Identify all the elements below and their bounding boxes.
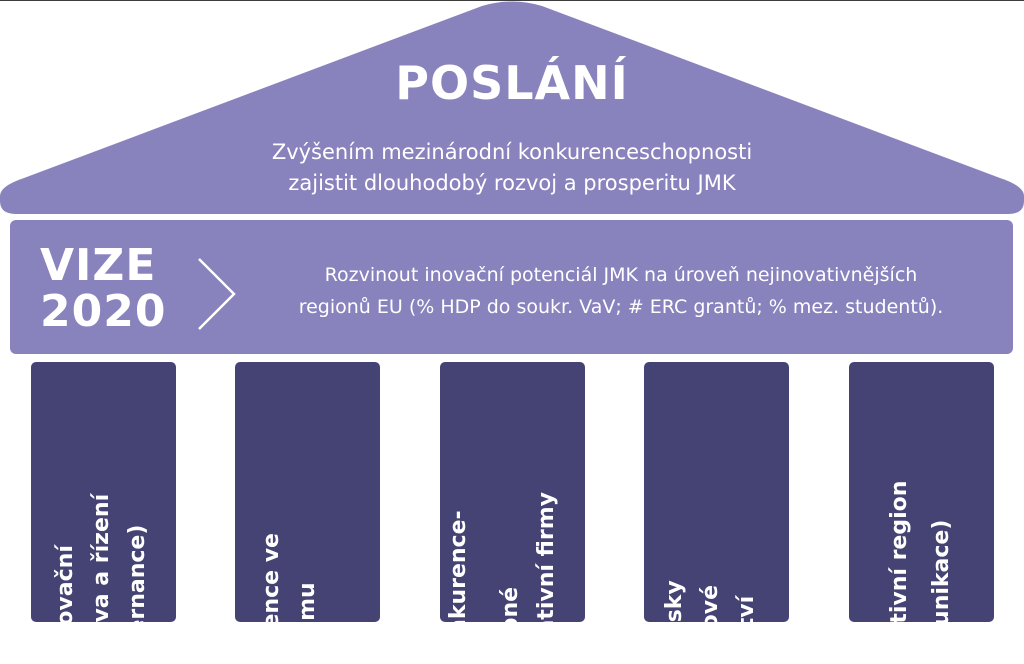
pillar-text-line: raktivní region bbox=[887, 480, 912, 664]
vision-text-line-1: Rozvinout inovační potenciál JMK na úroveň nejinovativnějších bbox=[324, 264, 918, 286]
pillar-text-line: ovativní firmy bbox=[534, 492, 559, 664]
mission-title: POSLÁNÍ bbox=[395, 56, 629, 110]
pillar-text-line: práva a řízení bbox=[89, 493, 114, 664]
pillar-governance bbox=[31, 362, 176, 664]
pillar-text-line: ičkové bbox=[698, 585, 723, 664]
mission-text-line-1: Zvýšením mezinárodní konkurenceschopnosti bbox=[271, 140, 753, 164]
pillar-research-excellence bbox=[235, 362, 380, 664]
pillar-text-line: celence ve bbox=[259, 533, 284, 664]
pillar-text-line: ropsky bbox=[662, 580, 687, 664]
vision-title-year: 2020 bbox=[40, 286, 167, 337]
pillar-education bbox=[644, 362, 789, 664]
chevron-right-icon bbox=[196, 256, 240, 332]
pillar-text-line: oinovační bbox=[53, 545, 78, 664]
vision-bar bbox=[10, 220, 1013, 354]
pillar-attractive-region bbox=[849, 362, 994, 664]
pillar-text-line: overnance) bbox=[125, 524, 150, 664]
pillar-text-line: omunikace) bbox=[929, 519, 954, 664]
pillar-text-line: zkumu bbox=[295, 582, 320, 664]
vision-text-line-2: regionů EU (% HDP do soukr. VaV; # ERC grantů; % mez. studentů). bbox=[298, 296, 944, 318]
pillar-competitive-firms bbox=[440, 362, 585, 664]
pillar-text-line: konkurence- bbox=[446, 510, 471, 664]
vision-title-word: VIZE bbox=[40, 240, 157, 291]
pillar-text-line: hopné bbox=[498, 586, 523, 664]
pillar-text-line: olství bbox=[734, 595, 759, 664]
mission-text-line-2: zajistit dlouhodobý rozvoj a prosperitu JMK bbox=[288, 171, 736, 195]
